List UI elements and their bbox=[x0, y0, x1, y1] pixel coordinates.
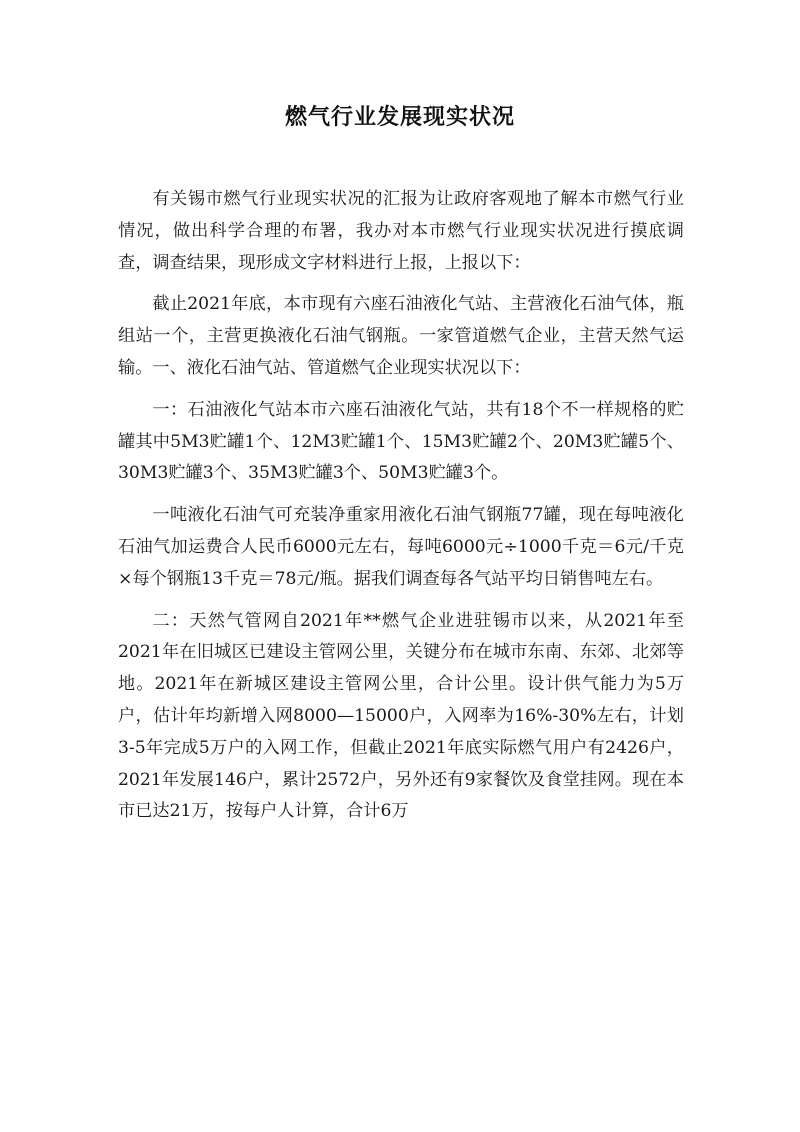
paragraph-overview: 截止2021年底，本市现有六座石油液化气站、主营液化石油气体，瓶组站一个，主营更换液化石油气钢瓶。一家管道燃气企业，主营天然气运输。一、液化石油气站、管道燃气企业现实状况以下： bbox=[118, 294, 684, 378]
paragraph-lpg-stations: 一：石油液化气站本市六座石油液化气站，共有18个不一样规格的贮罐其中5M3贮罐1个、12M3贮罐1个、15M3贮罐2个、20M3贮罐5个、30M3贮罐3个、35M3贮罐3个、50M3贮罐3个。 bbox=[118, 399, 684, 484]
document-body bbox=[118, 184, 684, 828]
paragraph-lpg-pricing: 一吨液化石油气可充装净重家用液化石油气钢瓶77罐，现在每吨液化石油气加运费合人民币6000元左右，每吨6000元÷1000千克＝6元/千克×每个钢瓶13千克＝78元/瓶。据我们调查每各气站平均日销售吨左右。 bbox=[118, 505, 684, 589]
paragraph-natural-gas: 二：天然气管网自2021年**燃气企业进驻锡市以来，从2021年至2021年在旧城区已建设主管网公里，关键分布在城市东南、东郊、北郊等地。2021年在新城区建设主管网公里，合计公里。设计供气能力为5万户，估计年均新增入网8000—15000户，入网率为16%-30%左右，计划3-5年完成5万户的入网工作，但截止2021年底实际燃气用户有2426户，2021年发展146户，累计2572户，另外还有9家餐饮及食堂挂网。现在本市已达21万，按每户人计算，合计6万 bbox=[118, 610, 684, 822]
paragraph-intro: 有关锡市燃气行业现实状况的汇报为让政府客观地了解本市燃气行业情况，做出科学合理的布署，我办对本市燃气行业现实状况进行摸底调查，调查结果，现形成文字材料进行上报，上报以下： bbox=[118, 189, 684, 273]
document-title: 燃气行业发展现实状况 bbox=[284, 104, 515, 130]
